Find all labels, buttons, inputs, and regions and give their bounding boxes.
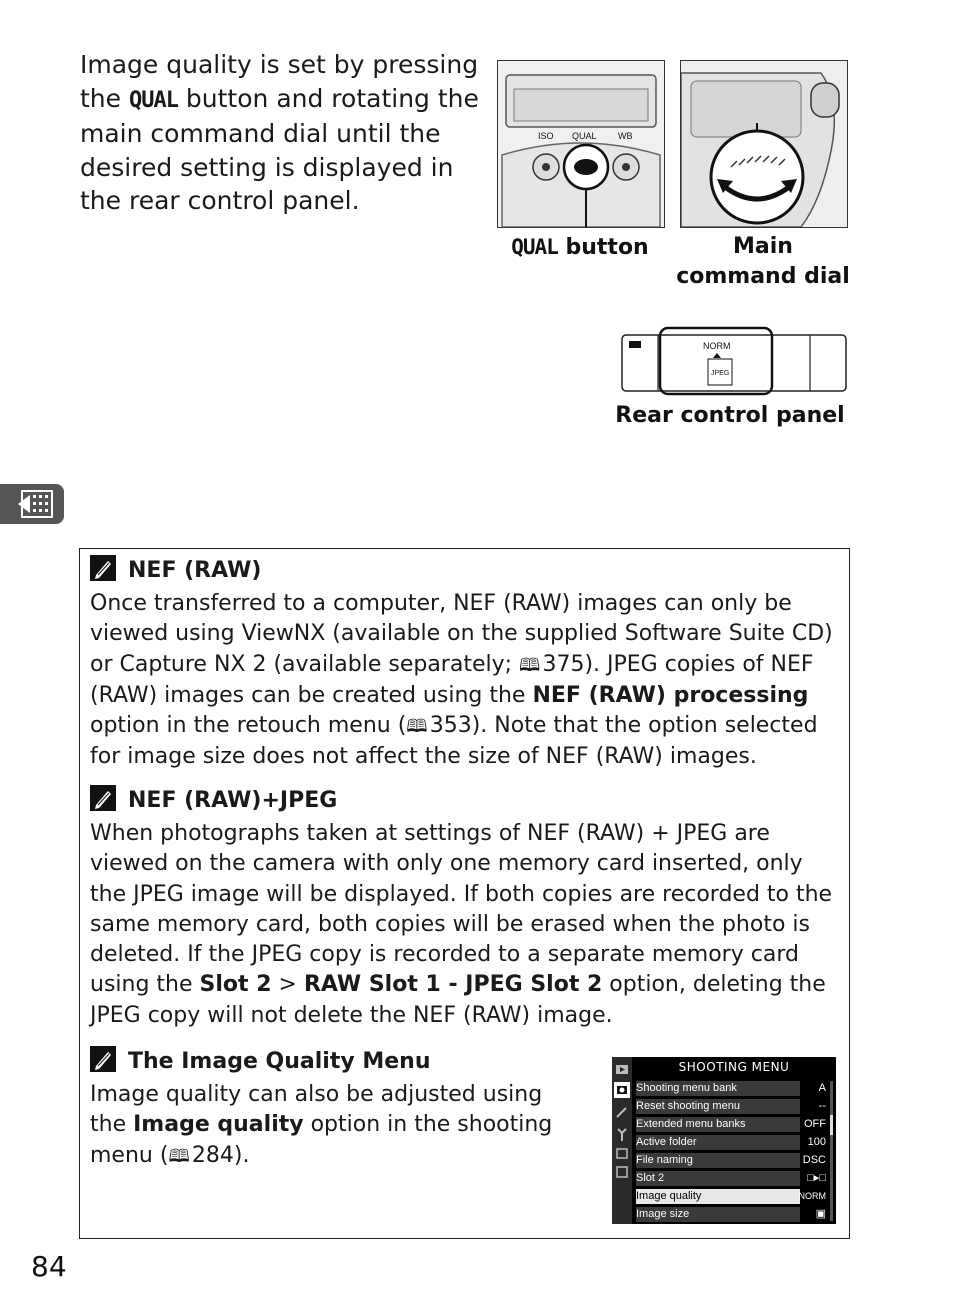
menu-row-value: 100 [807,1136,826,1148]
note-nef-raw-body [90,589,835,773]
menu-row-label: Image quality [636,1189,800,1204]
menu-tab-column [612,1057,632,1224]
panel-norm: NORM [703,341,731,351]
menu-title: SHOOTING MENU [632,1057,836,1077]
qual-button-illustration [497,60,665,228]
note-text: 353). Note that the option selected for image size does not affect the size of NEF (RAW) images. [90,713,818,770]
cam-label-wb: WB [618,131,633,141]
shooting-chapter-icon [0,484,64,524]
camera-top-drawing [498,61,664,227]
caption-button-word: button [557,235,649,260]
note-text: When photographs taken at settings of NEF (RAW) + JPEG are viewed on the camera with only one memory card inserted, only the JPEG image will be displayed. If both copies are recorded to the same memory card, both copies will be erased when the photo is deleted. If the JPEG copy is recorded to a separate memory card using the [90,821,833,998]
intro-text-1: Image quality is set by pressing the [80,50,479,113]
menu-scrollbar[interactable] [830,1081,833,1221]
caption-qual-word: QUAL [511,235,558,259]
menu-row-reset-shooting-menu[interactable] [634,1099,830,1114]
pencil-note-icon [90,555,116,581]
note-nef-raw-heading [90,555,261,586]
note-nef-raw-jpeg-body [90,819,835,1031]
camera-rear-drawing [681,61,847,227]
chapter-tab [0,484,64,524]
note-title: The Image Quality Menu [128,1049,431,1074]
note-text: option, deleting the JPEG copy will not delete the NEF (RAW) image. [90,972,826,1028]
menu-row-extended-menu-banks[interactable] [634,1117,830,1132]
nef-raw-processing-term: NEF (RAW) processing [532,682,809,708]
note-text: Image quality can also be adjusted using the [90,1082,543,1138]
caption-command-dial: command dial [676,264,850,289]
shooting-menu-screenshot [612,1057,836,1224]
book-icon: 🕮 [168,1145,190,1167]
intro-text-2: button and rotating the main command dial until the desired setting is displayed in the rear control panel. [80,83,479,216]
menu-row-label: Shooting menu bank [636,1081,800,1096]
qual-button-caption [497,232,663,263]
menu-row-value: NORM [798,1191,826,1201]
intro-paragraph [80,48,480,218]
note-title: NEF (RAW)+JPEG [128,788,338,813]
menu-row-label: File naming [636,1153,800,1168]
slot-2-term: Slot 2 [199,972,272,998]
menu-row-image-size[interactable] [634,1207,830,1222]
note-text: > [271,972,304,998]
note-text: Once transferred to a computer, NEF (RAW) images can only be viewed using ViewNX (available on the supplied Software Suite CD) or Capture NX 2 (available separately; [90,591,833,677]
note-text: option in the shooting menu ( [90,1112,553,1168]
menu-row-active-folder[interactable] [634,1135,830,1150]
pencil-note-icon [90,1046,116,1072]
menu-tab-icons [612,1057,632,1224]
menu-row-label: Active folder [636,1135,800,1150]
cam-label-qual: QUAL [572,131,597,141]
menu-row-label: Reset shooting menu [636,1099,800,1114]
menu-row-value: DSC [802,1154,826,1166]
menu-row-slot-2[interactable] [634,1171,830,1186]
cam-label-iso: ISO [538,131,554,141]
note-text: 284). [191,1142,250,1168]
menu-row-image-quality[interactable] [634,1189,830,1204]
book-icon: 🕮 [519,654,541,676]
note-text: option in the retouch menu ( [90,713,407,739]
raw-slot-jpeg-slot-term: RAW Slot 1 - JPEG Slot 2 [303,972,603,998]
note-text: 375). JPEG copies of NEF (RAW) images can be created using the [90,651,814,708]
menu-row-value: □▸□ [807,1172,826,1184]
main-command-dial-illustration [680,60,848,228]
note-image-quality-menu-heading [90,1046,430,1077]
menu-row-value: A [818,1082,826,1094]
note-image-quality-menu-body [90,1080,570,1172]
rear-panel-drawing [620,326,848,396]
menu-row-value: -- [818,1100,826,1112]
rear-control-panel-illustration [620,326,848,396]
menu-row-value: OFF [804,1118,826,1130]
menu-scrollbar-thumb[interactable] [830,1115,833,1135]
menu-row-label: Slot 2 [636,1171,800,1186]
note-nef-raw-jpeg-heading [90,785,337,816]
image-quality-term: Image quality [133,1112,304,1138]
pencil-note-icon [90,785,116,811]
menu-row-file-naming[interactable] [634,1153,830,1168]
menu-row-value: ▣ [815,1208,826,1220]
book-icon: 🕮 [406,716,428,738]
rear-panel-caption: Rear control panel [615,403,845,428]
menu-row-label: Image size [636,1207,800,1222]
panel-jpeg: JPEG [711,370,730,377]
main-dial-caption [670,232,856,292]
page-number: 84 [31,1250,67,1283]
caption-main: Main [733,234,793,259]
note-title: NEF (RAW) [128,558,262,583]
menu-row-shooting-menu-bank[interactable] [634,1081,830,1096]
menu-row-label: Extended menu banks [636,1117,800,1132]
qual-button-word: QUAL [128,87,178,113]
